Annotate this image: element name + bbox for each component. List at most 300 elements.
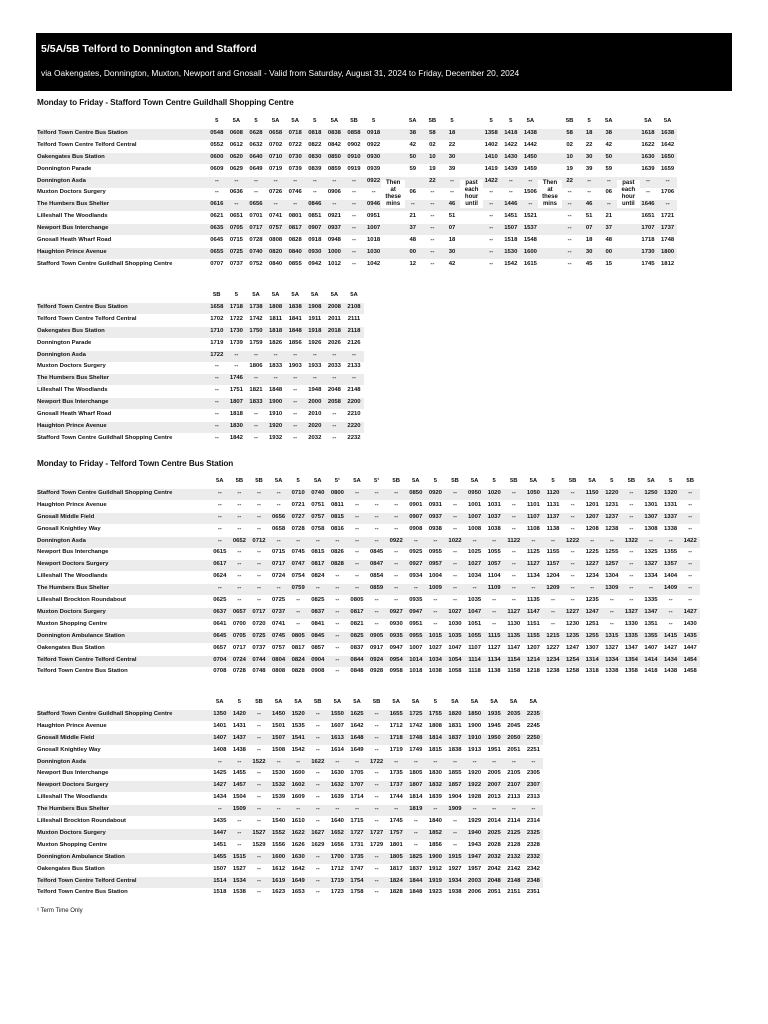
departure-time: 1515 [232,853,246,860]
stop-name: Stafford Town Centre Guildhall Shopping Centre [37,434,173,441]
stop-name: Telford Town Centre Telford Central [37,141,137,148]
departure-time: 07 [585,225,593,232]
departure-time: 0845 [311,632,325,639]
departure-time: 0724 [232,656,246,663]
departure-time: 1909 [448,806,462,813]
departure-time: 1550 [330,710,344,717]
departure-time: -- [551,537,555,544]
departure-time: 2200 [347,399,361,406]
stop-name: Donnington Parade [37,339,92,346]
departure-time: -- [374,489,379,496]
departure-time: 1840 [428,818,442,824]
departure-time: 1415 [664,632,678,639]
departure-time: -- [257,853,261,860]
departure-time: 51 [448,213,456,220]
departure-time: 0815 [330,513,344,520]
route-number: 5A [216,699,224,705]
departure-time: -- [508,177,513,184]
stop-name: Lilleshall The Woodlands [37,213,108,220]
departure-time: 1054 [448,656,462,663]
departure-time: -- [293,399,298,406]
frequency-note-line: past [465,180,478,187]
departure-time: 1258 [566,668,580,675]
departure-time: -- [413,758,418,765]
departure-time: 0708 [213,668,227,675]
departure-time: -- [257,722,261,729]
route-number: 5A [647,478,655,484]
departure-time: -- [352,237,356,243]
departure-time: 2014 [487,818,501,824]
departure-time: 2250 [526,734,540,741]
timetable-row [37,248,677,259]
departure-time: 1047 [448,644,462,651]
departure-time: 1935 [487,710,501,717]
route-number: 5 [433,478,438,484]
departure-time: -- [315,734,320,741]
departure-time: 30 [448,248,456,255]
departure-time: 1655 [389,710,403,717]
stop-name: Newport Doctors Surgery [37,782,109,789]
route-number: 5A [451,699,459,705]
departure-time: 1007 [367,225,381,232]
stop-name: Donnington Asda [37,351,86,358]
route-number: 5 [234,292,239,298]
departure-time: 0759 [291,585,305,592]
departure-time: -- [254,189,258,196]
departure-time: -- [629,597,634,603]
stop-name: Donnington Asda [37,758,86,765]
departure-time: 1630 [641,153,655,160]
departure-time: 1527 [232,865,246,872]
departure-time: 1025 [468,549,482,556]
departure-time: -- [214,411,219,417]
frequency-note-line: until [622,201,635,208]
departure-time: 18 [585,237,593,243]
departure-time: 1457 [232,782,246,789]
route-number: 5A [353,699,361,705]
departure-time: 2148 [507,877,521,884]
departure-time: 0705 [229,225,243,232]
departure-time: 1746 [229,375,243,382]
departure-time: -- [273,177,278,184]
departure-time: 2008 [327,303,341,310]
departure-time: 1815 [428,746,442,753]
departure-time: 1137 [546,513,560,520]
departure-time: -- [528,177,533,184]
departure-time: 0641 [213,620,227,627]
departure-time: 0939 [367,165,381,172]
departure-time: 1700 [330,853,344,860]
departure-time: 0717 [232,644,246,651]
departure-time: -- [273,351,278,358]
stop-name: The Humbers Bus Shelter [37,375,110,382]
departure-time: 1338 [664,525,678,532]
departure-time: 1057 [487,561,501,568]
timetable-row [37,315,364,326]
departure-time: -- [257,501,261,508]
departure-time: 1839 [428,794,442,801]
departure-time: -- [489,225,494,232]
departure-time: 1629 [311,841,325,848]
departure-time: 0715 [229,237,243,243]
departure-time: 1407 [644,644,658,651]
departure-time: -- [374,818,379,824]
departure-time: -- [257,770,261,777]
departure-time: -- [217,585,222,592]
departure-time: 2045 [507,722,521,729]
departure-time: -- [352,213,356,220]
route-number: 5A [311,292,319,298]
departure-time: -- [453,525,457,532]
departure-time: -- [489,213,494,220]
departure-time: -- [511,525,516,532]
departure-time: -- [450,177,454,184]
departure-time: 1427 [213,782,227,789]
departure-time: 1638 [661,129,675,136]
departure-time: -- [332,375,337,382]
departure-time: 1418 [504,129,518,136]
departure-time: 2105 [507,770,521,777]
departure-time: -- [567,237,572,243]
departure-time: 1027 [428,644,442,651]
route-number: 5B [392,478,400,484]
departure-time: -- [646,189,650,196]
departure-time: -- [394,549,399,556]
departure-time: 0552 [210,141,224,148]
departure-time: 1745 [641,260,655,267]
departure-time: 0757 [272,644,286,651]
departure-time: -- [609,597,614,603]
departure-time: 0615 [213,549,227,556]
departure-time: -- [293,351,298,358]
frequency-note [381,180,405,208]
departure-time: 2128 [507,841,521,848]
departure-time: 1737 [389,782,403,789]
departure-time: 0717 [272,561,286,568]
departure-time: 39 [448,165,456,172]
departure-time: -- [374,537,379,544]
departure-time: -- [254,177,258,184]
route-number: 5B [213,292,221,298]
departure-time: 1542 [504,260,518,267]
departure-time: -- [394,561,399,568]
departure-time: 0715 [272,549,286,556]
frequency-note-line: each [621,187,636,194]
departure-time: 0724 [272,573,286,580]
departure-time: 2025 [487,829,501,836]
departure-time: 2114 [507,818,521,824]
departure-time: 0717 [249,225,263,232]
departure-time: 1837 [448,734,462,741]
departure-time: -- [472,758,477,765]
departure-time: 1600 [272,853,286,860]
departure-time: -- [237,489,242,496]
departure-time: -- [355,585,359,592]
departure-time: 0712 [252,537,266,544]
route-number: 5A [216,478,224,484]
departure-time: 1325 [644,549,658,556]
departure-time: -- [237,829,242,836]
departure-time: 0718 [288,129,302,136]
departure-time: 1358 [484,129,498,136]
departure-time: 1434 [213,794,227,801]
stop-name: Muxton Doctors Surgery [37,189,106,196]
departure-time: 1147 [527,608,540,615]
departure-time: 07 [448,225,456,232]
departure-time: 1730 [641,248,655,255]
departure-time: 1055 [468,632,482,639]
departure-time: -- [629,489,634,496]
departure-time: -- [430,260,435,267]
departure-time: 1911 [308,315,322,322]
departure-time: -- [214,399,219,406]
timetable-row [37,525,700,536]
departure-time: 1050 [526,489,540,496]
stop-name: Muxton Doctors Surgery [37,363,106,370]
departure-time: -- [587,189,592,196]
departure-time: -- [254,351,258,358]
stop-name: Haughton Prince Avenue [37,722,107,729]
departure-time: 1759 [249,339,263,346]
stop-name: Oakengates Bus Station [37,327,105,334]
departure-time: 42 [409,141,417,148]
departure-time: 2314 [526,818,540,824]
departure-time: -- [332,177,337,184]
departure-time: 0811 [331,501,344,508]
departure-time: 1658 [210,303,224,310]
departure-time: 1455 [213,853,227,860]
departure-time: 1718 [641,237,655,243]
stop-name: Donnington Asda [37,177,86,184]
departure-time: 1201 [585,501,599,508]
stop-name: The Humbers Bus Shelter [37,806,110,813]
departure-time: 0726 [269,189,283,196]
departure-time: 1957 [468,865,482,872]
departure-time: 1251 [585,620,599,627]
stop-name: Lilleshall Brockton Roundabout [37,597,127,603]
departure-time: 0658 [269,129,283,136]
departure-time: -- [606,201,611,208]
departure-time: -- [570,513,575,520]
departure-time: 1115 [487,632,501,639]
departure-time: -- [629,585,634,592]
departure-time: -- [332,422,337,429]
departure-time: 1649 [350,746,364,753]
timetable-row [37,829,543,840]
departure-time: 0850 [327,153,341,160]
timetable-row [37,572,700,583]
route-number: 5A [314,478,322,484]
departure-time: 0828 [330,561,344,568]
departure-time: 0907 [409,513,423,520]
departure-time: 2325 [526,829,540,836]
departure-time: -- [217,489,222,496]
departure-time: -- [237,585,242,592]
stop-name: Telford Town Centre Bus Station [37,303,128,310]
departure-time: 1447 [213,829,227,836]
departure-time: 0745 [272,632,286,639]
departure-time: 1818 [229,411,243,417]
departure-time: 1818 [269,327,283,334]
route-number: 5 [254,118,258,124]
departure-time: 0908 [311,668,325,675]
departure-time: 1231 [605,501,619,508]
departure-time: 1927 [448,865,462,872]
departure-time: 1331 [664,501,678,508]
timetable-row [37,260,677,271]
departure-time: 0747 [291,561,305,568]
route-number: 5B [565,118,574,124]
departure-time: -- [214,387,219,394]
departure-time: -- [312,375,317,382]
departure-time: 1639 [330,794,344,801]
route-number: 5 [237,699,242,705]
departure-time: -- [374,501,379,508]
departure-time: -- [217,501,222,508]
route-number: 5A [252,292,260,298]
route-number: 5A [412,478,420,484]
departure-time: 1838 [448,746,462,753]
departure-time: -- [335,758,340,765]
departure-time: -- [374,525,379,532]
departure-time: 0908 [409,525,423,532]
departure-time: -- [335,644,340,651]
departure-time: 1037 [487,513,501,520]
departure-time: 1548 [523,237,537,243]
departure-time: 1438 [523,129,537,136]
departure-time: 1535 [291,722,305,729]
departure-time: -- [511,573,516,580]
departure-time: -- [352,225,356,232]
departure-time: 1848 [409,889,423,896]
departure-time: 0730 [288,153,302,160]
departure-time: -- [668,620,673,627]
departure-time: 1848 [288,327,302,334]
departure-time: 0808 [269,237,283,243]
departure-time: 1607 [330,722,344,729]
departure-time: 1455 [232,770,246,777]
departure-time: 0822 [308,141,322,148]
departure-time: -- [257,889,261,896]
departure-time: 22 [566,177,573,184]
departure-time: 1434 [664,656,678,663]
departure-time: 45 [585,260,593,267]
departure-time: -- [214,363,219,370]
departure-time: 1020 [487,489,501,496]
departure-time: 1825 [409,853,423,860]
departure-time: 2126 [347,339,361,346]
departure-time: -- [492,806,497,813]
departure-time: 1018 [409,668,423,675]
route-number: 5A [330,292,339,298]
departure-time: -- [609,620,614,627]
departure-time: 1910 [269,411,283,417]
stop-name: Gnosall Middle Field [37,734,95,741]
departure-time: 1435 [213,818,227,824]
departure-time: 1639 [641,165,655,172]
departure-time: 1922 [468,782,482,789]
departure-time: 0751 [311,501,325,508]
departure-time: 0854 [370,573,384,580]
departure-time: 1530 [272,770,286,777]
departure-time: -- [609,537,614,544]
timetable-row [37,129,677,140]
route-number: 5A [333,699,342,705]
departure-time: -- [234,201,239,208]
departure-time: 0930 [308,248,322,255]
departure-time: 0839 [308,165,322,172]
departure-time: 0841 [311,620,325,627]
departure-time: -- [293,387,298,394]
timetable-row [37,865,543,876]
departure-time: 1653 [291,889,305,896]
departure-time: -- [312,189,317,196]
departure-time: 0901 [409,501,423,508]
departure-time: 1721 [661,213,675,220]
departure-time: 1814 [409,794,423,801]
departure-time: 2313 [526,794,540,801]
departure-time: -- [332,411,337,417]
departure-time: 1451 [504,213,518,220]
departure-time: 1612 [272,865,286,872]
departure-time: -- [315,818,320,824]
departure-time: 1322 [624,537,638,544]
departure-time: -- [567,225,572,232]
section-title-outbound: Monday to Friday - Stafford Town Centre Guildhall Shopping Centre [37,98,294,107]
stop-name: Lilleshall The Woodlands [37,573,108,580]
departure-time: 1534 [232,877,246,884]
departure-time: 1848 [269,387,283,394]
departure-time: 1642 [350,722,364,729]
route-number: 5 [215,118,219,124]
departure-time: 1438 [232,746,246,753]
departure-time: 0725 [272,597,286,603]
departure-time: 1705 [350,770,364,777]
departure-time: 0725 [252,632,266,639]
departure-time: -- [315,889,320,896]
departure-time: 1031 [487,501,501,508]
route-number: 5 [551,478,555,484]
departure-time: -- [257,525,261,532]
departure-time: 1630 [291,853,305,860]
departure-time: 1450 [272,710,286,717]
departure-time: 0928 [370,668,384,675]
departure-time: 1806 [249,363,263,370]
departure-time: 1945 [487,722,501,729]
departure-time: 1640 [330,818,344,824]
departure-time: -- [472,537,477,544]
departure-time: 1218 [526,668,540,675]
departure-time: 0757 [311,513,325,520]
departure-time: 1427 [664,644,678,651]
departure-time: 2010 [308,411,322,417]
timetable-row [37,422,364,433]
frequency-note-line: mins [542,201,557,208]
departure-time: 0919 [347,165,361,172]
departure-time: 0857 [311,644,325,651]
departure-time: 1435 [683,632,697,639]
route-number: 5A [330,118,339,124]
departure-time: 0737 [252,644,266,651]
departure-time: 1350 [213,710,227,717]
stop-name: Haughton Prince Avenue [37,501,107,508]
departure-time: -- [335,632,340,639]
departure-time: -- [394,525,399,532]
route-number: 5A [605,118,613,124]
timetable-row [37,153,677,164]
route-number: 5A [526,118,535,124]
departure-time: 1821 [249,387,263,394]
